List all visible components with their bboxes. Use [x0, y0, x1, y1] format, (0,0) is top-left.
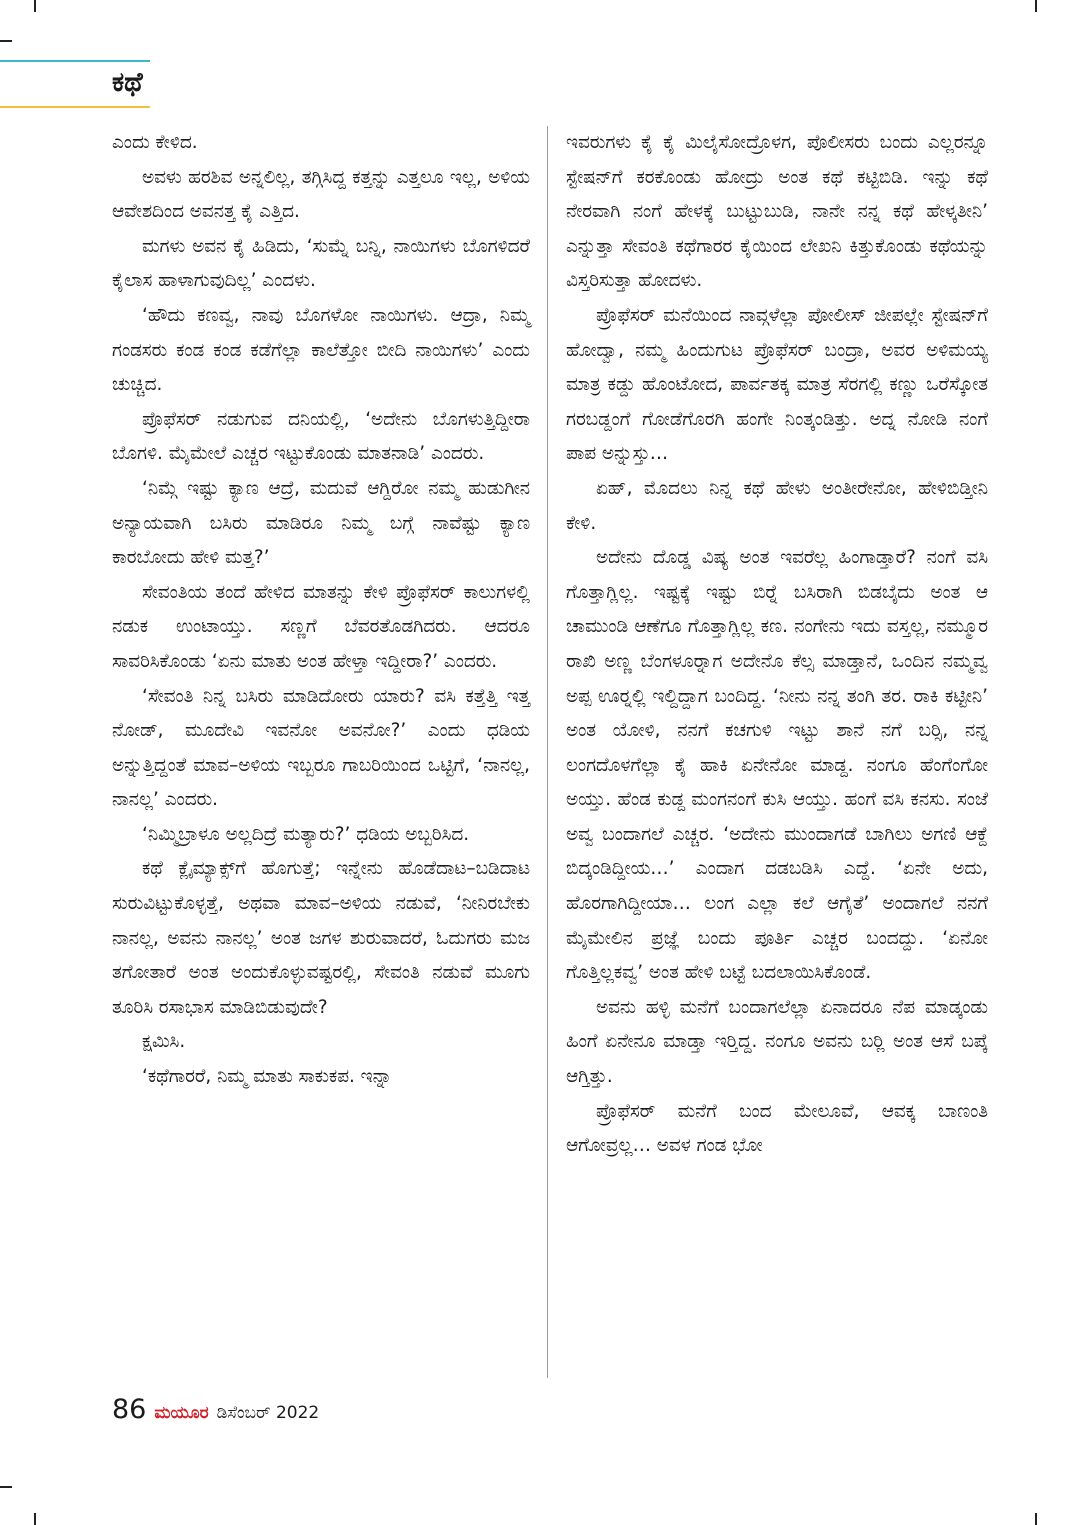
crop-mark-bottom-right: [1035, 1513, 1037, 1525]
paragraph: ಅದೇನು ದೊಡ್ಡ ವಿಷ್ಯ ಅಂತ ಇವರೆಲ್ಲ ಹಿಂಗಾಡ್ತಾರೆ? ನಂಗೆ ವಸಿ ಗೊತ್ತಾಗ್ಲಿಲ್ಲ. ಇಷ್ಟಕ್ಕೆ ಇಷ್ಟು ಬಿರ್‍ನೆ ಬಸಿರಾಗಿ ಬಿಡಬೈದು ಅಂತ ಆ ಚಾಮುಂಡಿ ಆಣೆಗೂ ಗೊತ್ತಾಗ್ಲಿಲ್ಲ ಕಣ. ನಂಗೇನು ಇದು ವಸ್ತಲ್ಲ, ನಮ್ಮೂರ ರಾಖಿ ಅಣ್ಣ ಬೆಂಗಳೂರ್‍ನಾಗ ಅದೇನೊ ಕೆಲ್ಸ ಮಾಡ್ತಾನೆ, ಒಂದಿನ ನಮ್ಮವ್ವ ಅಪ್ಪ ಊರ್‍ನಲ್ಲಿ ಇಲ್ದಿದ್ದಾಗ ಬಂದಿದ್ದ. ‘ನೀನು ನನ್ನ ತಂಗಿ ತರ. ರಾಕಿ ಕಟ್ಟೀನಿ’ ಅಂತ ಯೋಳಿ, ನನಗೆ ಕಚಗುಳಿ ಇಟ್ಟು ಶಾನೆ ನಗೆ ಬರ್‍ಸಿ, ನನ್ನ ಲಂಗದೊಳಗೆಲ್ಲಾ ಕೈ ಹಾಕಿ ಏನೇನೋ ಮಾಡ್ದ. ನಂಗೂ ಹೆಂಗೆಂಗೋ ಅಯ್ತು. ಹೆಂಡ ಕುಡ್ದ ಮಂಗನಂಗೆ ಕುಸಿ ಆಯ್ತು. ಹಂಗೆ ವಸಿ ಕನಸು. ಸಂಜೆ ಅವ್ವ ಬಂದಾಗಲೆ ಎಚ್ಚರ. ‘ಅದೇನು ಮುಂದಾಗಡೆ ಬಾಗಿಲು ಅಗಣಿ ಆಕ್ದೆ ಬಿದ್ಕಂಡಿದ್ದೀಯ…’ ಎಂದಾಗ ದಡಬಡಿಸಿ ಎದ್ದೆ. ‘ಏನೇ ಅದು, ಹೊರಗಾಗಿದ್ದೀಯಾ… ಲಂಗ ಎಲ್ಲಾ ಕಲೆ ಆಗೈತೆ’ ಅಂದಾಗಲೆ ನನಗೆ ಮೈಮೇಲಿನ ಪ್ರಜ್ಞೆ ಬಂದು ಪೂರ್ತಿ ಎಚ್ಚರ ಬಂದದ್ದು. ‘ಏನೋ ಗೊತ್ತಿಲ್ಲಕವ್ವ’ ಅಂತ ಹೇಳಿ ಬಟ್ಟೆ ಬದಲಾಯಿಸಿಕೊಂಡೆ.: [566, 547, 988, 984]
paragraph: ಪ್ರೊಫೆಸರ್ ನಡುಗುವ ದನಿಯಲ್ಲಿ, ‘ಅದೇನು ಬೊಗಳುತ್ತಿದ್ದೀರಾ ಬೊಗಳಿ. ಮೈಮೇಲೆ ಎಚ್ಚರ ಇಟ್ಟುಕೊಂಡು ಮಾತನಾಡಿ’ ಎಂದರು.: [112, 408, 530, 465]
paragraph: ಎಂದು ಕೇಳಿದ.: [112, 132, 198, 153]
right-column: [566, 126, 988, 1164]
issue-date: ಡಿಸೆಂಬರ್ 2022: [216, 1403, 320, 1423]
paragraph: ‘ಹೌದು ಕಣವ್ವ, ನಾವು ಬೊಗಳೋ ನಾಯಿಗಳು. ಆದ್ರಾ, ನಿಮ್ಮ ಗಂಡಸರು ಕಂಡ ಕಂಡ ಕಡೆಗೆಲ್ಲಾ ಕಾಲೆತ್ತೋ ಬೀದಿ ನಾಯಿಗಳು’ ಎಂದು ಚುಚ್ಚಿದ.: [112, 304, 530, 396]
crop-mark-left-upper: [0, 40, 12, 42]
page-number: 86: [112, 1394, 147, 1425]
paragraph: ಅವಳು ಹರಶಿವ ಅನ್ನಲಿಲ್ಲ, ತಗ್ಗಿಸಿದ್ದ ಕತ್ತನ್ನು ಎತ್ತಲೂ ಇಲ್ಲ, ಅಳಿಯ ಆವೇಶದಿಂದ ಅವನತ್ತ ಕೈ ಎತ್ತಿದ.: [112, 166, 530, 223]
paragraph: ಪ್ರೊಫೆಸರ್ ಮನೆಯಿಂದ ನಾವ್ಗಳೆಲ್ಲಾ ಪೋಲೀಸ್ ಜೀಪಲ್ಲೇ ಸ್ಟೇಷನ್‌ಗೆ ಹೋದ್ವಾ, ನಮ್ಮ ಹಿಂದುಗುಟ ಪ್ರೊಫೆಸರ್ ಬಂದ್ರಾ, ಅವರ ಅಳಿಮಯ್ಯ ಮಾತ್ರ ಕಡ್ದು ಹೊಂಟೋದ, ಪಾರ್ವತಕ್ಕ ಮಾತ್ರ ಸೆರಗಲ್ಲಿ ಕಣ್ಣು ಒರೆಸ್ಕೋತ ಗರಬಡ್ದಂಗೆ ಗೋಡೆಗೊರಗಿ ಹಂಗೇ ನಿಂತ್ಕಂಡಿತ್ತು. ಅದ್ನ ನೋಡಿ ನಂಗೆ ಪಾಪ ಅನ್ನುಸ್ತು…: [566, 304, 988, 465]
paragraph: ‘ಕಥೆಗಾರರೆ, ನಿಮ್ಮ ಮಾತು ಸಾಕುಕಪ. ಇನ್ನಾ: [142, 1066, 392, 1088]
section-rule-bottom: [0, 106, 150, 108]
paragraph: ಸೇವಂತಿಯ ತಂದೆ ಹೇಳಿದ ಮಾತನ್ನು ಕೇಳಿ ಪ್ರೊಫೆಸರ್ ಕಾಲುಗಳಲ್ಲಿ ನಡುಕ ಉಂಟಾಯ್ತು. ಸಣ್ಣಗೆ ಬೆವರತೊಡಗಿದರು. ಆದರೂ ಸಾವರಿಸಿಕೊಂಡು ‘ಏನು ಮಾತು ಅಂತ ಹೇಳ್ತಾ ಇದ್ದೀರಾ?’ ಎಂದರು.: [112, 581, 530, 672]
page-footer: [112, 1394, 319, 1428]
magazine-logo: ಮಯೂರ: [154, 1403, 209, 1423]
crop-mark-top-left: [34, 0, 36, 12]
paragraph: ಇವರುಗಳು ಕೈ ಕೈ ಮಿಲೈಸೋದ್ರೊಳಗ, ಪೊಲೀಸರು ಬಂದು ಎಲ್ಲರನ್ನೂ ಸ್ಟೇಷನ್‌ಗೆ ಕರಕೊಂಡು ಹೋದ್ರು ಅಂತ ಕಥೆ ಕಟ್ಟಿಬಿಡಿ. ಇನ್ನು ಕಥೆ ನೇರವಾಗಿ ನಂಗೆ ಹೇಳಕ್ಕೆ ಬುಟ್ಟುಬುಡಿ, ನಾನೇ ನನ್ನ ಕಥೆ ಹೇಳ್ಕತೀನಿ’ ಎನ್ನುತ್ತಾ ಸೇವಂತಿ ಕಥೆಗಾರರ ಕೈಯಿಂದ ಲೇಖನಿ ಕಿತ್ತುಕೊಂಡು ಕಥೆಯನ್ನು ವಿಸ್ತರಿಸುತ್ತಾ ಹೋದಳು.: [566, 132, 988, 292]
paragraph: ಪ್ರೊಫೆಸರ್ ಮನೆಗೆ ಬಂದ ಮೇಲೂವೆ, ಆವಕ್ಕ ಬಾಣಂತಿ ಆಗೋವ್ರಲ್ಲ… ಅವಳ ಗಂಡ ಭೋ: [566, 1100, 988, 1157]
paragraph: ಕ್ಷಮಿಸಿ.: [142, 1031, 186, 1053]
paragraph: ‘ನಿಮ್ಗೆ ಇಷ್ಟು ಕ್ಯಾಣ ಆದ್ರೆ, ಮದುವೆ ಆಗ್ದಿರೋ ನಮ್ಮ ಹುಡುಗೀನ ಅನ್ಯಾಯವಾಗಿ ಬಸಿರು ಮಾಡಿರೂ ನಿಮ್ಮ ಬಗ್ಗೆ ನಾವೆಷ್ಟು ಕ್ಯಾಣ ಕಾರಬೋದು ಹೇಳಿ ಮತ್ತ?’: [112, 477, 530, 569]
crop-mark-left-lower: [0, 1486, 12, 1488]
paragraph: ಕಥೆ ಕ್ಲೈಮ್ಯಾಕ್ಸ್‌ಗೆ ಹೊಗುತ್ತೆ; ಇನ್ನೇನು ಹೊಡೆದಾಟ–ಬಡಿದಾಟ ಸುರುವಿಟ್ಟುಕೊಳ್ಳತ್ತೆ, ಅಥವಾ ಮಾವ–ಅಳಿಯ ನಡುವೆ, ‘ನೀನಿರಬೇಕು ನಾನಲ್ಲ, ಅವನು ನಾನಲ್ಲ’ ಅಂತ ಜಗಳ ಶುರುವಾದರೆ, ಓದುಗರು ಮಜ ತಗೋತಾರೆ ಅಂತ ಅಂದುಕೊಳ್ಳುವಷ್ಟರಲ್ಲಿ, ಸೇವಂತಿ ನಡುವೆ ಮೂಗು ತೂರಿಸಿ ರಸಾಭಾಸ ಮಾಡಿಬಿಡುವುದೇ?: [112, 858, 530, 1018]
crop-mark-bottom-left: [34, 1513, 36, 1525]
section-title: ಕಥೆ: [112, 67, 143, 98]
paragraph: ಮಗಳು ಅವನ ಕೈ ಹಿಡಿದು, ‘ಸುಮ್ನೆ ಬನ್ನಿ, ನಾಯಿಗಳು ಬೊಗಳಿದರೆ ಕೈಲಾಸ ಹಾಳಾಗುವುದಿಲ್ಲ’ ಎಂದಳು.: [112, 235, 530, 292]
column-divider: [547, 126, 548, 1378]
paragraph: ‘ಸೇವಂತಿ ನಿನ್ನ ಬಸಿರು ಮಾಡಿದೋರು ಯಾರು? ವಸಿ ಕತ್ತೆತ್ತಿ ಇತ್ತ ನೋಡ್, ಮೂದೇವಿ ಇವನೋ ಅವನೋ?’ ಎಂದು ಧಡಿಯ ಅನ್ನುತ್ತಿದ್ದಂತೆ ಮಾವ–ಅಳಿಯ ಇಬ್ಬರೂ ಗಾಬರಿಯಿಂದ ಒಟ್ಟಿಗೆ, ‘ನಾನಲ್ಲ, ನಾನಲ್ಲ’ ಎಂದರು.: [112, 685, 530, 811]
paragraph: ಅವನು ಹಳ್ಳಿ ಮನೆಗೆ ಬಂದಾಗಲೆಲ್ಲಾ ಏನಾದರೂ ನೆಪ ಮಾಡ್ಕಂಡು ಹಿಂಗೆ ಏನೇನೂ ಮಾಡ್ತಾ ಇರ್‍ತಿದ್ದ. ನಂಗೂ ಅವನು ಬರ್‍ಲಿ ಅಂತ ಆಸೆ ಬಪ್ಕೆ ಆಗ್ತಿತ್ತು.: [566, 996, 988, 1088]
paragraph: ಏಹ್, ಮೊದಲು ನಿನ್ನ ಕಥೆ ಹೇಳು ಅಂತೀರೇನೋ, ಹೇಳಿಬಿಡ್ತೀನಿ ಕೇಳಿ.: [566, 477, 988, 534]
crop-mark-top-right: [1035, 0, 1037, 12]
section-rule-top: [0, 60, 150, 62]
left-column: [112, 126, 530, 1095]
paragraph: ‘ನಿಮ್ಮಿಬ್ರಾಳೂ ಅಲ್ಲದಿದ್ರೆ ಮತ್ಯಾರು?’ ಧಡಿಯ ಅಬ್ಬರಿಸಿದ.: [142, 823, 470, 845]
